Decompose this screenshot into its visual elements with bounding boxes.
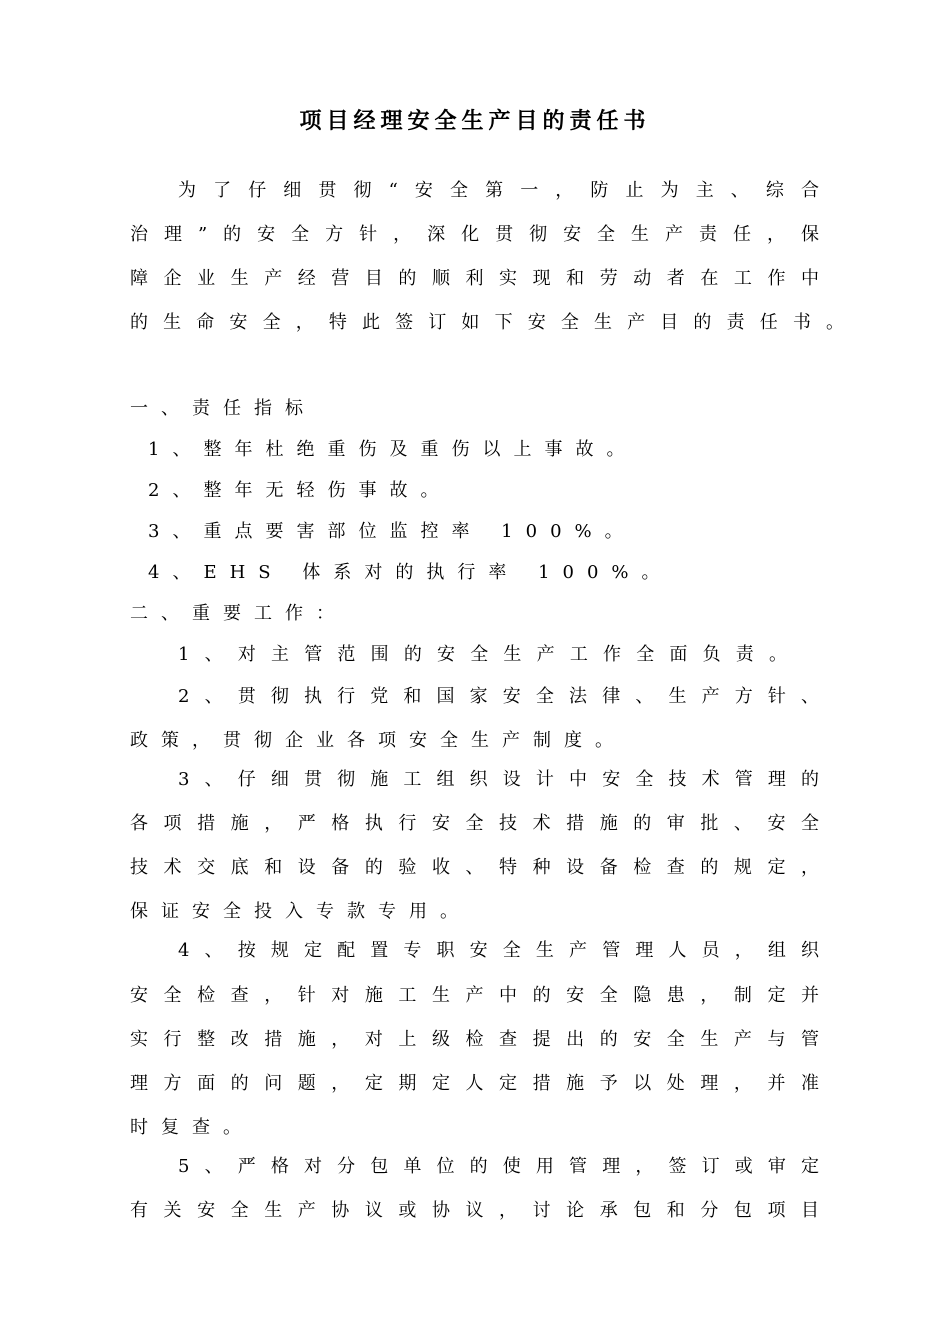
paragraph-line: 安全检查，针对施工生产中的安全隐患，制定并: [130, 985, 820, 1006]
list-item: 1、整年杜绝重伤及重伤以上事故。: [148, 439, 638, 460]
section-heading: 二、重要工作：: [130, 603, 347, 624]
paragraph-line: 理方面的问题，定期定人定措施予以处理，并准: [130, 1073, 820, 1094]
list-item: 3、重点要害部位监控率 100%。: [148, 521, 636, 542]
paragraph-line: 为了仔细贯彻“安全第一，防止为主、综合: [178, 180, 820, 201]
paragraph-line: 2、贯彻执行党和国家安全法律、生产方针、: [178, 686, 820, 707]
paragraph-line: 各项措施，严格执行安全技术措施的审批、安全: [130, 813, 820, 834]
paragraph-line: 治理”的安全方针，深化贯彻安全生产责任，保: [130, 224, 820, 245]
paragraph-line: 1、对主管范围的安全生产工作全面负责。: [178, 644, 788, 665]
paragraph-line: 5、严格对分包单位的使用管理，签订或审定: [178, 1156, 820, 1177]
paragraph-line: 3、仔细贯彻施工组织设计中安全技术管理的: [178, 769, 820, 790]
paragraph-line: 时复查。: [130, 1117, 254, 1138]
paragraph-line: 技术交底和设备的验收、特种设备检查的规定，: [130, 857, 820, 878]
paragraph-line: 的生命安全，特此签订如下安全生产目的责任书。: [130, 312, 845, 333]
list-item: 4、EHS 体系对的执行率 100%。: [148, 562, 673, 583]
paragraph-line: 4、按规定配置专职安全生产管理人员，组织: [178, 940, 820, 961]
paragraph-line: 保证安全投入专款专用。: [130, 901, 471, 922]
paragraph-line: 实行整改措施，对上级检查提出的安全生产与管: [130, 1029, 820, 1050]
paragraph-line: 有关安全生产协议或协议，讨论承包和分包项目: [130, 1200, 820, 1221]
list-item: 2、整年无轻伤事故。: [148, 480, 452, 501]
paragraph-line: 障企业生产经营目的顺利实现和劳动者在工作中: [130, 268, 820, 289]
document-title: 项目经理安全生产目的责任书: [299, 108, 651, 134]
section-heading: 一、责任指标: [130, 398, 316, 419]
paragraph-line: 政策，贯彻企业各项安全生产制度。: [130, 730, 626, 751]
